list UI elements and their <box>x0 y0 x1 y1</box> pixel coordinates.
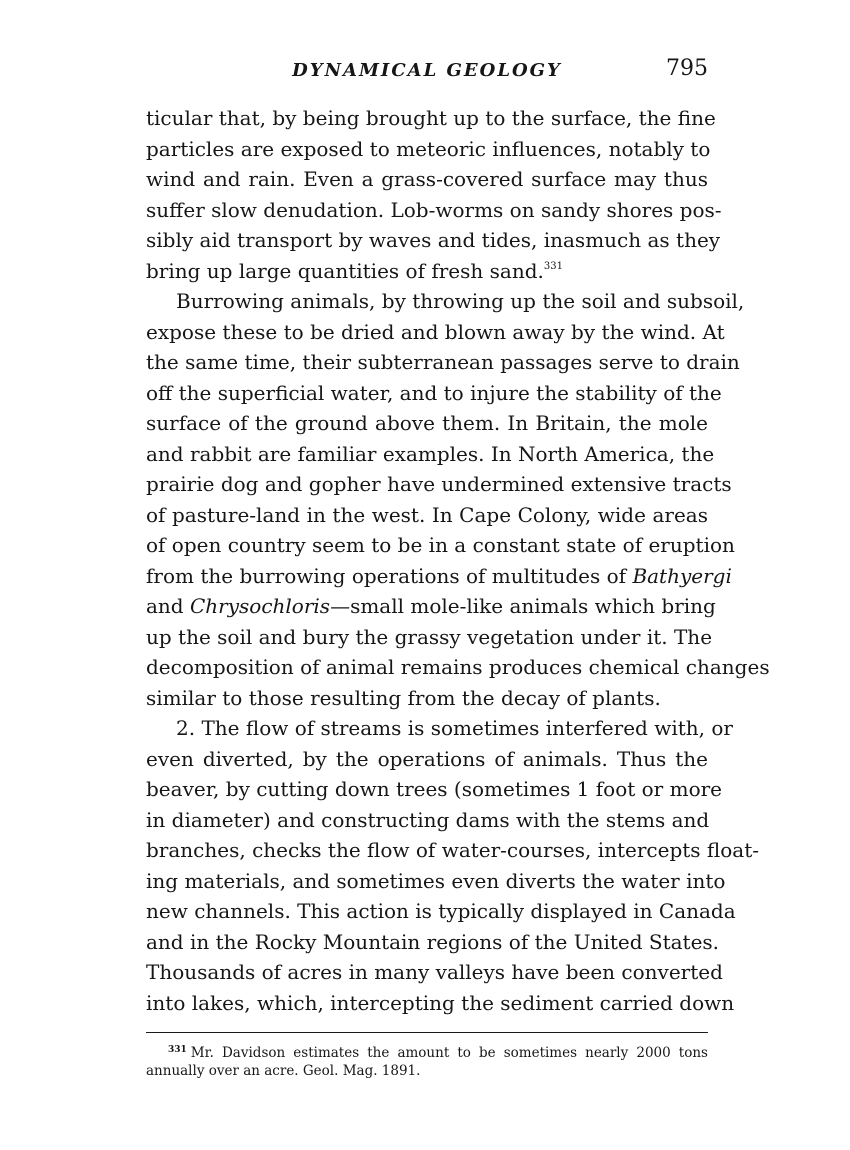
text-line <box>146 164 708 195</box>
line-text: and <box>146 594 190 618</box>
line-text: Burrowing animals, by throwing up the soil and subsoil, <box>176 289 745 313</box>
running-head: DYNAMICAL GEOLOGY <box>292 60 562 81</box>
text-line <box>146 805 708 836</box>
footnote-rule <box>146 1032 708 1033</box>
line-text: the same time, their subterranean passages serve to drain <box>146 350 740 374</box>
text-line <box>146 988 735 1019</box>
text-line <box>146 439 715 470</box>
line-text: 2. The flow of streams is sometimes interfered with, or <box>176 716 733 740</box>
line-text: particles are exposed to meteoric influences, notably to <box>146 136 711 161</box>
footnote-marker: 331 <box>168 1045 187 1055</box>
line-text: and in the Rocky Mountain regions of the United States. <box>146 929 720 954</box>
text-line <box>146 713 733 744</box>
line-text: ing materials, and sometimes even diverts the water into <box>146 868 726 893</box>
text-line <box>146 500 708 531</box>
page-number: 795 <box>666 56 708 81</box>
text-line <box>146 866 726 897</box>
body-text <box>146 103 770 1018</box>
line-text: up the soil and bury the grassy vegetation under it. The <box>146 624 713 649</box>
footnote-reference: 331 <box>543 260 563 272</box>
line-text: and rabbit are familiar examples. In North America, the <box>146 441 715 466</box>
footnote <box>146 1044 708 1080</box>
text-line <box>146 195 722 226</box>
text-line <box>146 225 721 256</box>
line-text: Thousands of acres in many valleys have been converted <box>146 960 723 984</box>
footnote-text: Mr. Davidson estimates the amount to be sometimes nearly 2000 tons <box>190 1045 708 1061</box>
line-text: ticular that, by being brought up to the surface, the fine <box>146 106 716 130</box>
line-text: into lakes, which, intercepting the sediment carried down <box>146 990 735 1015</box>
italic-genus-name: Chrysochloris <box>189 594 331 618</box>
line-text: —small mole-like animals which bring <box>330 594 716 618</box>
text-line <box>146 378 722 409</box>
line-text: surface of the ground above them. In Britain, the mole <box>146 411 708 435</box>
page-header <box>146 56 708 92</box>
line-text: bring up large quantities of fresh sand. <box>146 258 544 283</box>
italic-genus-name: Bathyergi <box>632 563 732 588</box>
text-line <box>146 683 708 714</box>
line-text: from the burrowing operations of multitudes of <box>146 563 633 588</box>
line-text: wind and rain. Even a grass-covered surface may thus <box>146 167 708 191</box>
text-line <box>146 103 716 134</box>
line-text: beaver, by cutting down trees (sometimes 1 foot or more <box>146 777 723 801</box>
line-text: in diameter) and constructing dams with the stems and <box>146 807 710 832</box>
line-text: decomposition of animal remains produces chemical changes <box>146 655 770 679</box>
text-line <box>146 317 725 348</box>
text-line <box>146 957 723 988</box>
line-text: new channels. This action is typically displayed in Canada <box>146 899 736 923</box>
footnote-line <box>146 1044 708 1062</box>
text-line <box>146 134 711 165</box>
text-line <box>146 927 720 958</box>
line-text: suffer slow denudation. Lob-worms on sandy shores pos- <box>146 197 722 222</box>
text-line <box>146 469 732 500</box>
line-text: of open country seem to be in a constant state of eruption <box>146 533 735 557</box>
line-text: prairie dog and gopher have undermined extensive tracts <box>146 472 732 496</box>
text-line <box>146 561 732 592</box>
line-text: even diverted, by the operations of animals. Thus the <box>146 746 708 771</box>
text-line <box>146 652 770 683</box>
text-line <box>146 774 723 805</box>
text-line <box>146 347 740 378</box>
line-text: off the superficial water, and to injure the stability of the <box>146 380 722 405</box>
text-line <box>146 744 708 775</box>
footnote-line: annually over an acre. Geol. Mag. 1891. <box>146 1063 421 1079</box>
text-line <box>146 256 708 287</box>
text-line <box>146 835 759 866</box>
line-text: of pasture-land in the west. In Cape Colony, wide areas <box>146 502 708 527</box>
line-text: similar to those resulting from the decay of plants. <box>146 685 661 710</box>
text-line <box>146 286 745 317</box>
text-line <box>146 591 716 622</box>
text-line <box>146 530 735 561</box>
line-text: branches, checks the flow of water-courses, intercepts float- <box>146 838 759 862</box>
text-line <box>146 408 708 439</box>
text-line <box>146 896 736 927</box>
line-text: expose these to be dried and blown away by the wind. At <box>146 319 725 344</box>
line-text: sibly aid transport by waves and tides, inasmuch as they <box>146 228 721 252</box>
text-line <box>146 622 713 653</box>
